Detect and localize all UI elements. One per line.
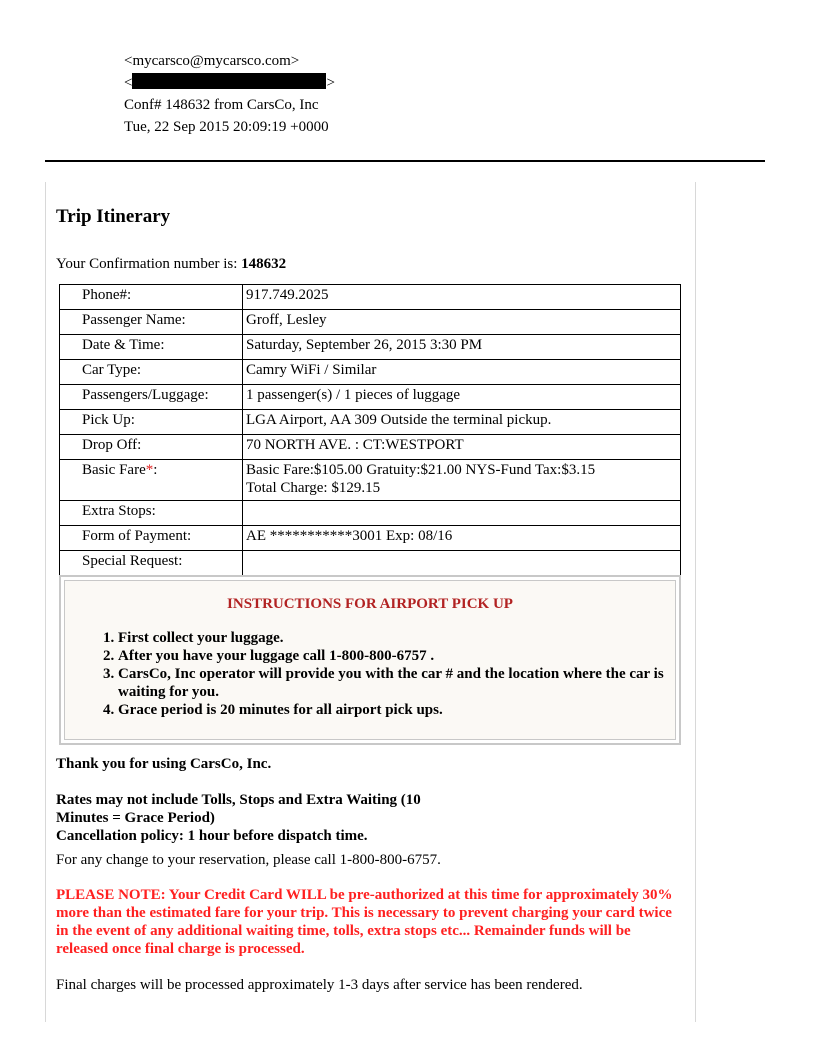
instructions-list [90, 629, 688, 719]
rates-policy [56, 791, 466, 845]
change-reservation-note: For any change to your reservation, please call 1-800-800-6757. [56, 852, 441, 868]
car-type-label: Car Type: [60, 360, 243, 385]
to-open-bracket: < [124, 75, 133, 91]
special-request-label: Special Request: [60, 551, 243, 576]
subject-row [0, 95, 500, 115]
airport-instructions-panel [64, 580, 676, 740]
list-item: 1. First collect your luggage. [118, 629, 688, 647]
fare-label-colon: : [153, 462, 158, 478]
extra-stops-value [243, 501, 681, 526]
table-row [60, 460, 681, 501]
fare-value [243, 460, 681, 501]
phone-label: Phone#: [60, 285, 243, 310]
table-row [60, 385, 681, 410]
subject-value: Conf# 148632 from CarsCo, Inc [124, 97, 319, 113]
luggage-value: 1 passenger(s) / 1 pieces of luggage [243, 385, 681, 410]
table-row [60, 335, 681, 360]
airport-instructions-box [59, 575, 681, 745]
to-value [124, 73, 335, 93]
table-row [60, 501, 681, 526]
table-row [60, 410, 681, 435]
luggage-label: Passengers/Luggage: [60, 385, 243, 410]
list-item: 2. After you have your luggage call 1-800-800-6757 . [118, 647, 688, 665]
pickup-value: LGA Airport, AA 309 Outside the terminal pickup. [243, 410, 681, 435]
table-row [60, 310, 681, 335]
required-asterisk: * [145, 462, 154, 478]
fare-breakdown: Basic Fare:$105.00 Gratuity:$21.00 NYS-Fund Tax:$3.15 [246, 462, 596, 478]
itinerary-table [59, 284, 681, 576]
rates-note: Rates may not include Tolls, Stops and Extra Waiting (10 Minutes = Grace Period) [56, 792, 421, 826]
passenger-value: Groff, Lesley [243, 310, 681, 335]
date-value: Tue, 22 Sep 2015 20:09:19 +0000 [124, 119, 329, 135]
car-type-value: Camry WiFi / Similar [243, 360, 681, 385]
table-row [60, 551, 681, 576]
final-charges-note: Final charges will be processed approximately 1-3 days after service has been rendered. [56, 977, 583, 993]
total-charge: Total Charge: $129.15 [246, 480, 381, 496]
fare-label [60, 460, 243, 501]
redaction-bar [132, 73, 326, 89]
datetime-label: Date & Time: [60, 335, 243, 360]
table-row [60, 360, 681, 385]
to-close-bracket: > [326, 75, 335, 91]
instructions-title: INSTRUCTIONS FOR AIRPORT PICK UP [227, 596, 513, 612]
datetime-value: Saturday, September 26, 2015 3:30 PM [243, 335, 681, 360]
cancellation-policy: Cancellation policy: 1 hour before dispatch time. [56, 828, 368, 844]
extra-stops-label: Extra Stops: [60, 501, 243, 526]
table-row [60, 526, 681, 551]
from-row [0, 51, 500, 71]
thank-you-message: Thank you for using CarsCo, Inc. [56, 756, 272, 772]
trip-itinerary-title: Trip Itinerary [56, 206, 171, 227]
passenger-label: Passenger Name: [60, 310, 243, 335]
phone-value: 917.749.2025 [243, 285, 681, 310]
special-request-value [243, 551, 681, 576]
fare-label-text: Basic Fare [82, 462, 146, 478]
dropoff-value: 70 NORTH AVE. : CT:WESTPORT [243, 435, 681, 460]
table-row [60, 435, 681, 460]
confirmation-line [56, 255, 286, 273]
date-row [0, 117, 500, 137]
confirmation-prefix: Your Confirmation number is: [56, 256, 242, 272]
pickup-label: Pick Up: [60, 410, 243, 435]
list-item: 4. Grace period is 20 minutes for all airport pick ups. [118, 701, 688, 719]
payment-value: AE ***********3001 Exp: 08/16 [243, 526, 681, 551]
payment-label: Form of Payment: [60, 526, 243, 551]
table-row [60, 285, 681, 310]
dropoff-label: Drop Off: [60, 435, 243, 460]
to-row [0, 73, 500, 93]
list-item: 3. CarsCo, Inc operator will provide you with the car # and the location where the car is waiting for you. [118, 665, 688, 701]
credit-card-notice: PLEASE NOTE: Your Credit Card WILL be pre-authorized at this time for approximately 30% more than the estimated fare for your trip. This is necessary to prevent charging your card twice in the event of any additional waiting time, tolls, extra stops etc... Remainder funds will be released once final charge is processed. [56, 887, 673, 957]
header-divider [45, 160, 765, 162]
confirmation-number: 148632 [241, 256, 287, 272]
from-value[interactable]: <mycarsco@mycarsco.com> [124, 53, 300, 69]
